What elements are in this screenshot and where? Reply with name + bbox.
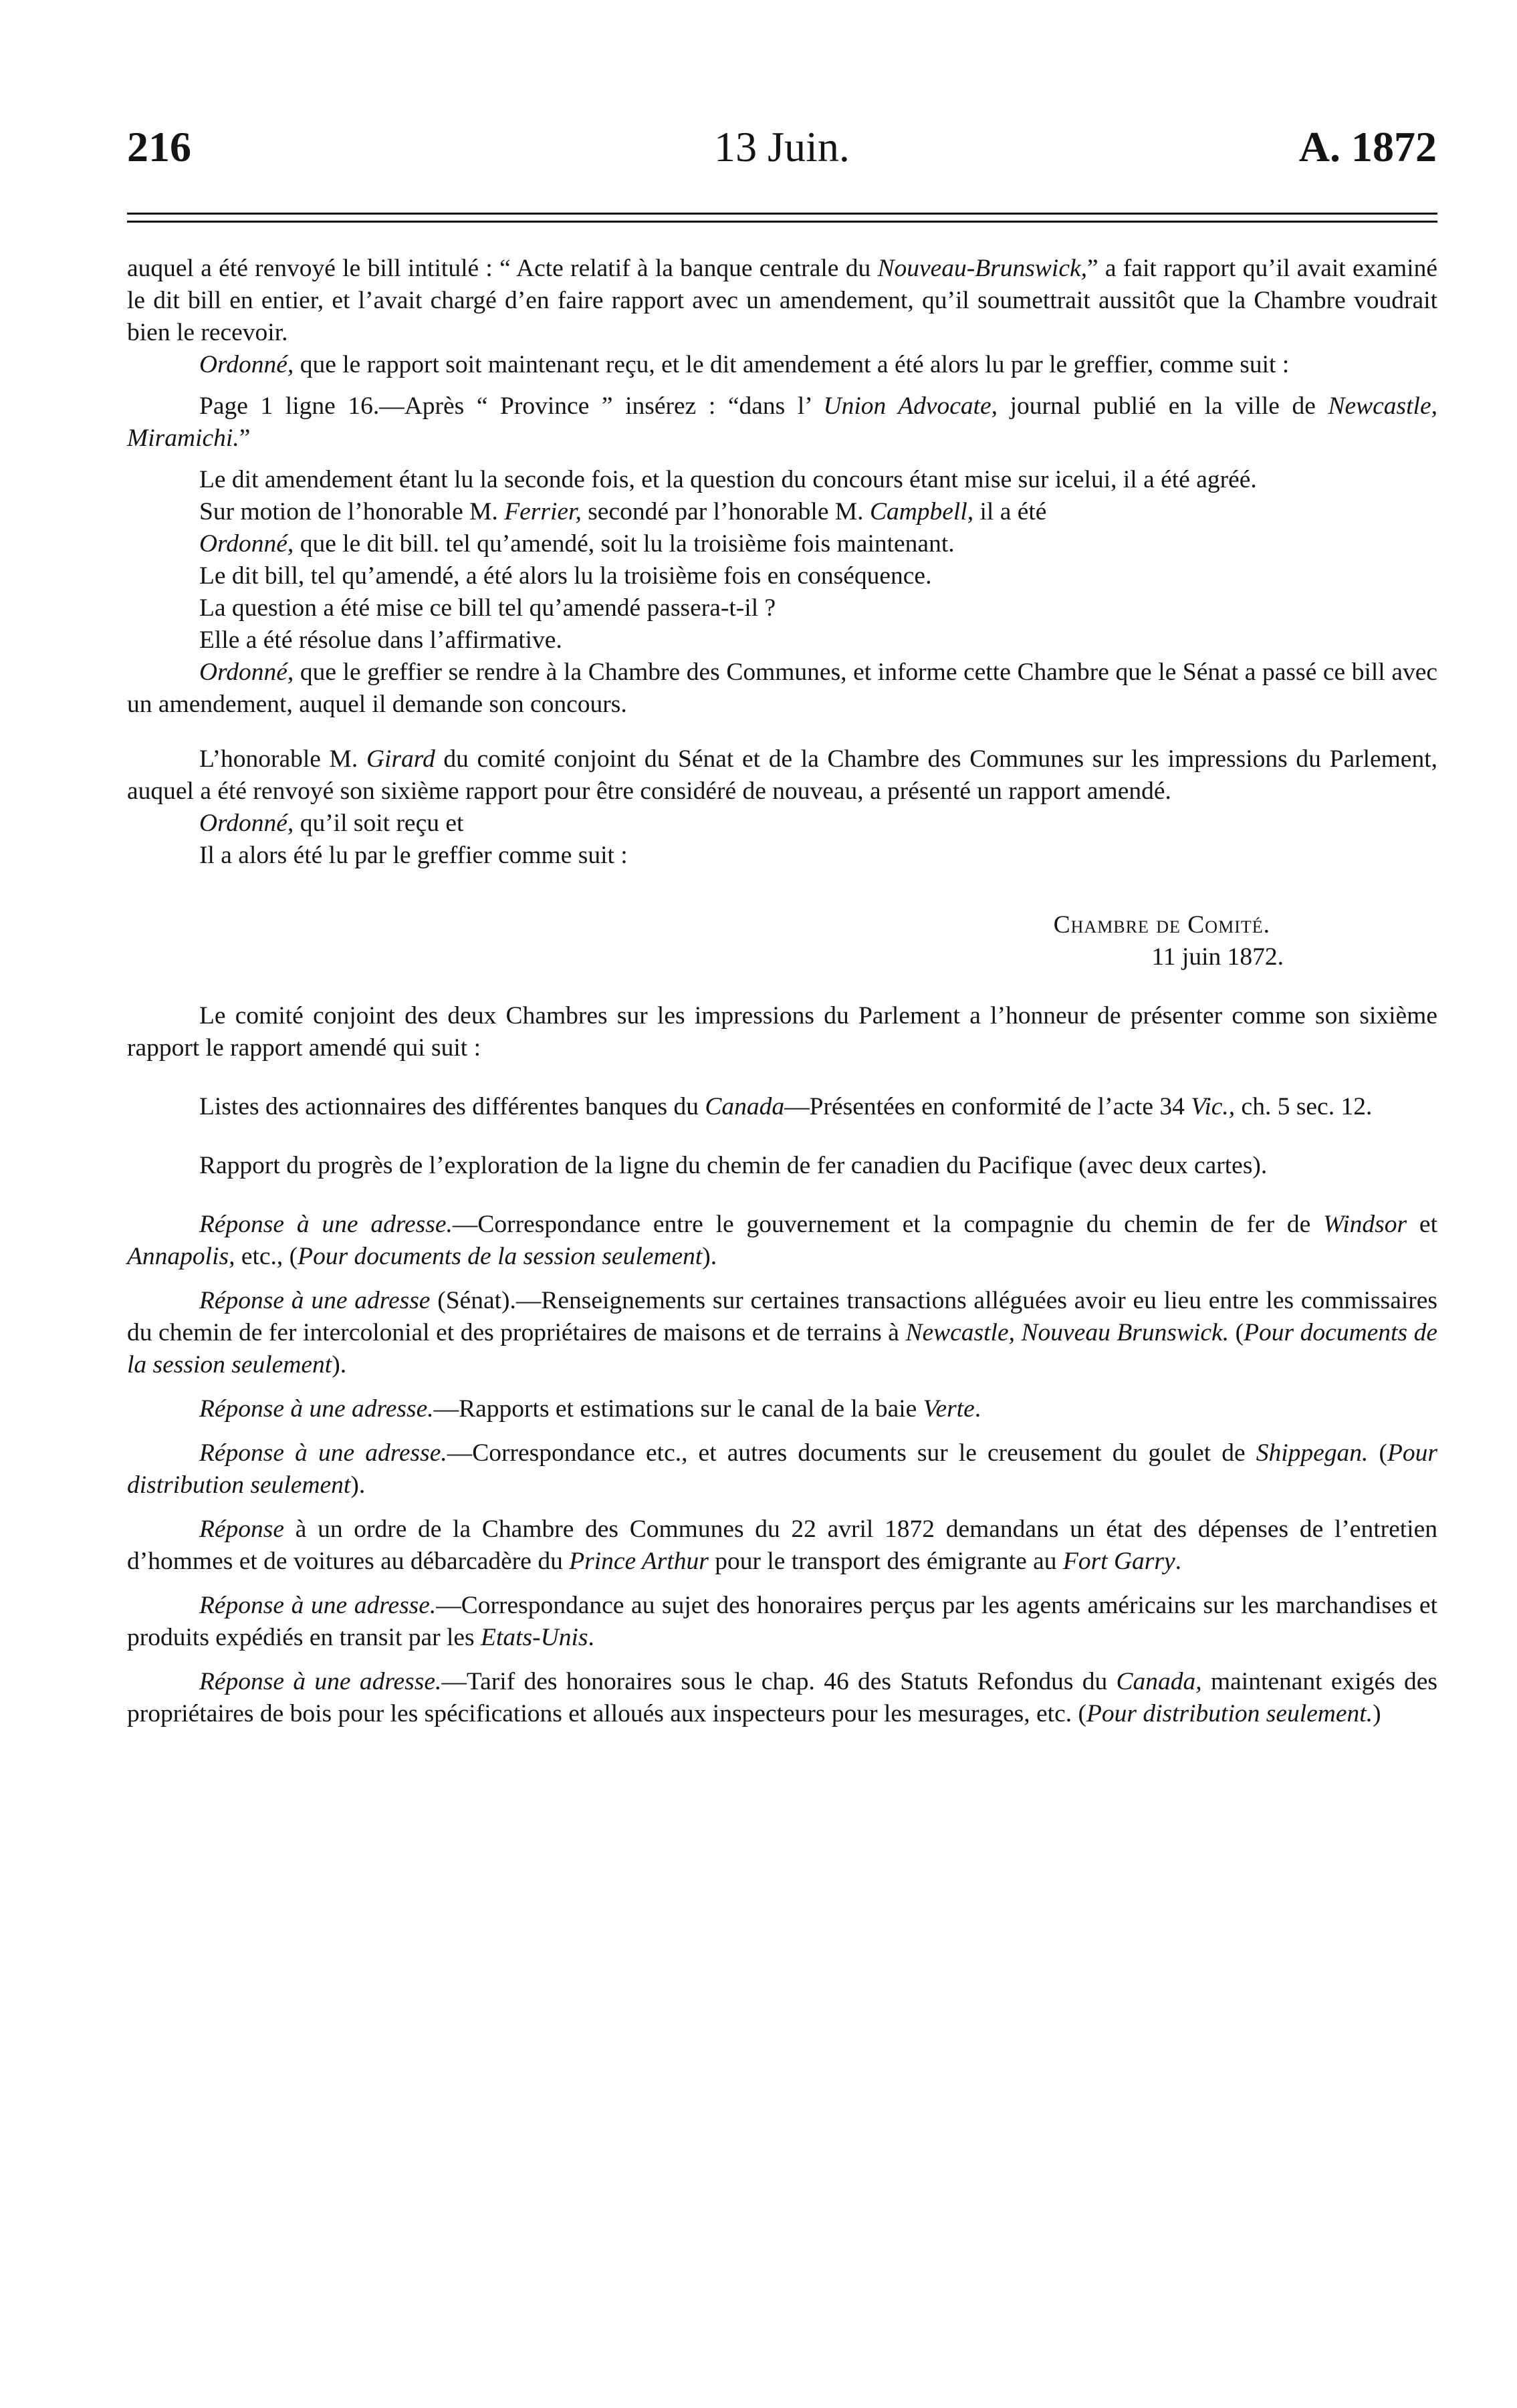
text-run-italic: Nouveau-Brunswick, — [877, 255, 1087, 282]
paragraph-reponse-etats-unis — [127, 1590, 1437, 1654]
text-run-italic: Réponse à une adresse. — [199, 1668, 442, 1695]
text-run-italic: Réponse à une adresse. — [199, 1592, 437, 1619]
text-run-italic: Etats-Unis — [481, 1624, 588, 1651]
text-run: —Correspondance au sujet des honoraires perçus par les agents américains sur les marchandises et produits expédiés en transit par les — [127, 1592, 1437, 1651]
paragraph-ordonne-third-reading — [127, 528, 1437, 560]
text-run: ). — [350, 1471, 366, 1499]
paragraph-amendment-text — [127, 390, 1437, 455]
paragraph-reponse-newcastle — [127, 1285, 1437, 1381]
signature-place — [127, 909, 1437, 941]
text-run: pour le transport des émigrante au — [708, 1548, 1063, 1575]
paragraph-ordonne-recu-2 — [127, 808, 1437, 840]
text-run-italic: Canada — [705, 1093, 785, 1120]
text-run-italic: Vic., — [1191, 1093, 1236, 1120]
text-run: Listes des actionnaires des différentes banques du — [199, 1093, 705, 1120]
paragraph-reponse-tarif — [127, 1666, 1437, 1730]
text-run-italic: Réponse à une adresse. — [199, 1211, 453, 1238]
text-run-italic: Verte — [923, 1395, 975, 1423]
text-run-italic: Ordonné, — [199, 351, 294, 378]
text-run: —Correspondance entre le gouvernement et la compagnie du chemin de fer de — [452, 1211, 1324, 1238]
header-rule-bottom — [127, 221, 1437, 223]
text-run: à un ordre de la Chambre des Communes du 22 avril 1872 demandans un état des dépenses de l’entretien d’hommes et de voitures au débarcadère du — [127, 1516, 1437, 1575]
paragraph-reponse-windsor — [127, 1209, 1437, 1273]
text-run: L’honorable M. — [199, 745, 366, 773]
paragraph-question: La question a été mise ce bill tel qu’amendé passera-t-il ? — [199, 594, 776, 622]
text-run-italic: Girard — [366, 745, 435, 773]
running-header — [127, 120, 1437, 174]
paragraph-reponse-prince-arthur — [127, 1514, 1437, 1578]
paragraph-reponse-baie-verte — [127, 1393, 1437, 1425]
text-run: ). — [332, 1351, 347, 1378]
text-run: ) — [1373, 1700, 1381, 1727]
text-run: . — [1175, 1548, 1182, 1575]
text-run: ( — [1368, 1439, 1387, 1467]
text-run: maintenant exigés des propriétaires de bois pour les spécifications et alloués aux inspecteurs pour les mesurages, etc. ( — [127, 1668, 1437, 1727]
paragraph-reponse-shippegan — [127, 1437, 1437, 1501]
text-run: que le greffier se rendre à la Chambre des Communes, et informe cette Chambre que le Sénat a passé ce bill avec un amendement, auquel il demande son concours. — [127, 658, 1437, 718]
header-year: A. 1872 — [1298, 123, 1437, 170]
text-run-italic: Shippegan. — [1256, 1439, 1369, 1467]
text-run-italic: Pour distribution seulement — [127, 1439, 1437, 1499]
paragraph-listes-actionnaires — [127, 1091, 1437, 1123]
text-run-italic: Canada, — [1116, 1668, 1202, 1695]
text-run-italic: Prince Arthur — [569, 1548, 709, 1575]
text-run-italic: Newcastle, Miramichi. — [127, 392, 1437, 452]
text-run-italic: Union Advocate, — [823, 392, 998, 420]
text-run: qu’il soit reçu et — [294, 810, 464, 837]
text-run: ” a fait rapport qu’il avait examiné le dit bill en entier, et l’avait chargé d’en faire rapport avec un amendement, qu’il soumettrait aussitôt que la Chambre voudrait bien le recevoir. — [127, 255, 1437, 346]
text-run: ( — [1229, 1319, 1244, 1346]
paragraph-affirmative: Elle a été résolue dans l’affirmative. — [199, 626, 562, 654]
text-run: etc., ( — [235, 1243, 298, 1270]
text-run-italic: Fort Garry — [1062, 1548, 1175, 1575]
text-run-italic: Pour documents de la session seulement — [127, 1319, 1437, 1378]
text-run: que le rapport soit maintenant reçu, et le dit amendement a été alors lu par le greffier, comme suit : — [294, 351, 1290, 378]
signature-date: 11 juin 1872. — [1151, 943, 1284, 971]
text-run-italic: Réponse à une adresse. — [199, 1395, 434, 1423]
text-run: —Présentées en conformité de l’acte 34 — [784, 1093, 1191, 1120]
paragraph-third-reading: Le dit bill, tel qu’amendé, a été alors lu la troisième fois en conséquence. — [199, 562, 932, 590]
text-run-italic: Annapolis, — [127, 1243, 235, 1270]
paragraph-rapport-pacifique: Rapport du progrès de l’exploration de la ligne du chemin de fer canadien du Pacifique (avec deux cartes). — [199, 1152, 1268, 1179]
text-run-italic: Ordonné, — [199, 530, 294, 558]
text-run: ). — [702, 1243, 717, 1270]
text-run-italic: Newcastle, Nouveau Brunswick. — [905, 1319, 1230, 1346]
page-number: 216 — [127, 123, 191, 170]
text-run: —Rapports et estimations sur le canal de la baie — [433, 1395, 923, 1423]
text-run: que le dit bill. tel qu’amendé, soit lu la troisième fois maintenant. — [294, 530, 955, 558]
text-run-smallcaps: Chambre de Comité. — [1053, 911, 1270, 939]
text-run: ch. 5 sec. 12. — [1235, 1093, 1373, 1120]
text-run-italic: Ferrier, — [504, 498, 582, 525]
text-run: et — [1407, 1211, 1437, 1238]
paragraph-second-reading: Le dit amendement étant lu la seconde fois, et la question du concours étant mise sur icelui, il a été agréé. — [199, 466, 1257, 493]
paragraph-ordonne-communes — [127, 656, 1437, 721]
text-run: secondé par l’honorable M. — [581, 498, 870, 525]
text-run-italic: Réponse à une adresse. — [199, 1439, 447, 1467]
paragraph-ordonne-recu — [127, 349, 1437, 381]
text-run: ” — [239, 425, 251, 452]
text-run: Sur motion de l’honorable M. — [199, 498, 505, 525]
text-run-italic: Campbell, — [869, 498, 974, 525]
text-run: il a été — [973, 498, 1047, 525]
paragraph-committee-intro: Le comité conjoint des deux Chambres sur les impressions du Parlement a l’honneur de présenter comme son sixième rapport le rapport amendé qui suit : — [127, 1002, 1437, 1062]
text-run: auquel a été renvoyé le bill intitulé : “ Acte relatif à la banque centrale du — [127, 255, 878, 282]
header-rule-top — [127, 213, 1437, 215]
page-body — [127, 253, 1437, 1730]
text-run: . — [974, 1395, 981, 1423]
text-run-italic: Réponse — [199, 1516, 285, 1543]
paragraph-motion — [127, 496, 1437, 528]
paragraph-girard-report — [127, 743, 1437, 808]
text-run-italic: Pour distribution seulement. — [1086, 1700, 1373, 1727]
paragraph-bill-report — [127, 253, 1437, 349]
text-run-italic: Ordonné, — [199, 810, 294, 837]
header-date: 13 Juin. — [714, 123, 850, 170]
text-run: —Correspondance etc., et autres documents sur le creusement du goulet de — [447, 1439, 1256, 1467]
text-run: . — [588, 1624, 594, 1651]
text-run-italic: Ordonné, — [199, 658, 294, 686]
text-run-italic: Réponse à une adresse — [199, 1287, 431, 1314]
text-run: journal publié en la ville de — [998, 392, 1328, 420]
text-run: —Tarif des honoraires sous le chap. 46 des Statuts Refondus du — [441, 1668, 1117, 1695]
text-run-italic: Windsor — [1323, 1211, 1407, 1238]
text-run: du comité conjoint du Sénat et de la Chambre des Communes sur les impressions du Parlement, auquel a été renvoyé son sixième rapport pour être considéré de nouveau, a présenté un rapport amendé. — [127, 745, 1437, 805]
text-run-italic: Pour documents de la session seulement — [298, 1243, 703, 1270]
text-run: (Sénat).—Renseignements sur certaines transactions alléguées avoir eu lieu entre les commissaires du chemin de fer intercolonial et des propriétaires de maisons et de terrains à — [127, 1287, 1437, 1346]
paragraph-lu-greffier: Il a alors été lu par le greffier comme suit : — [199, 842, 628, 869]
text-run: Page 1 ligne 16.—Après “ Province ” insérez : “dans l’ — [199, 392, 824, 420]
